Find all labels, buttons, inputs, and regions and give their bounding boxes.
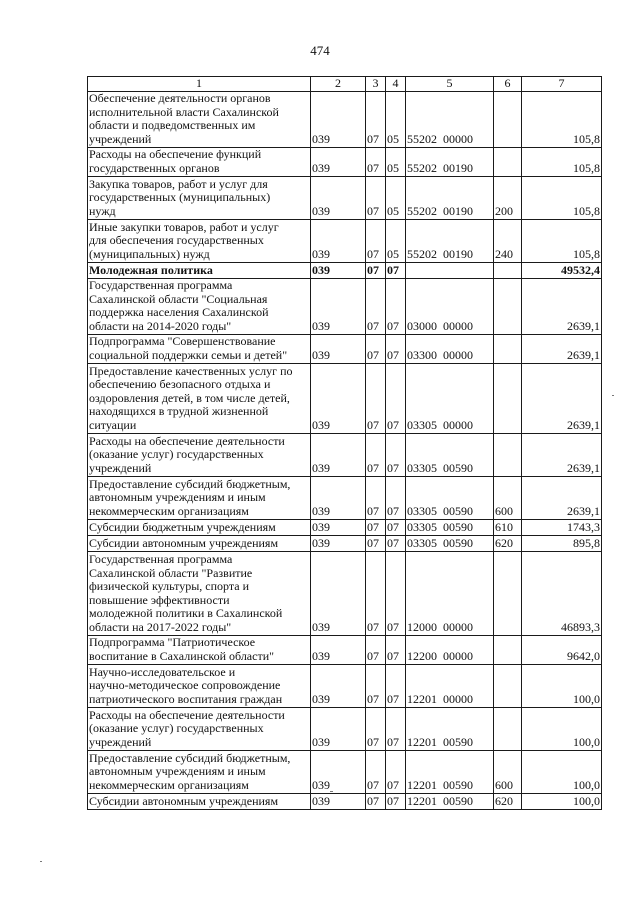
table-row bbox=[88, 91, 602, 147]
row-name-line: Предоставление качественных услуг по bbox=[89, 363, 293, 378]
row-expense-type-cell: 600 bbox=[494, 750, 522, 793]
table-body bbox=[88, 77, 602, 810]
row-name-line: автономным учреждениям и иным bbox=[89, 764, 266, 779]
row-subsection-cell: 07 bbox=[386, 707, 406, 750]
row-amount-cell: 1743,3 bbox=[522, 519, 602, 535]
table-row bbox=[88, 750, 602, 793]
row-expense-type-cell: 240 bbox=[494, 219, 522, 262]
row-expense-type-cell bbox=[494, 635, 522, 664]
row-code-cell: 039 bbox=[311, 262, 366, 278]
row-amount-cell: 46893,3 bbox=[522, 551, 602, 635]
table-row bbox=[88, 635, 602, 664]
row-section-cell: 07 bbox=[366, 262, 386, 278]
row-name-cell bbox=[88, 519, 311, 535]
row-amount-cell: 9642,0 bbox=[522, 635, 602, 664]
row-amount-cell: 105,8 bbox=[522, 219, 602, 262]
row-code-cell: 039 bbox=[311, 707, 366, 750]
row-section-cell: 07 bbox=[366, 176, 386, 219]
row-code-cell: 039 bbox=[311, 91, 366, 147]
row-name-line: Государственная программа bbox=[89, 278, 233, 293]
row-section-cell: 07 bbox=[366, 278, 386, 334]
header-cell-1: 1 bbox=[88, 77, 311, 92]
row-name-line: для обеспечения государственных bbox=[89, 233, 264, 248]
table-row bbox=[88, 176, 602, 219]
row-name-line: социальной поддержки семьи и детей" bbox=[89, 348, 288, 362]
row-name-line: нужд bbox=[89, 204, 116, 218]
row-subsection-cell: 07 bbox=[386, 750, 406, 793]
row-code-cell: 039 bbox=[311, 147, 366, 176]
row-amount-cell: 100,0 bbox=[522, 793, 602, 809]
row-subsection-cell: 07 bbox=[386, 551, 406, 635]
row-section-cell: 07 bbox=[366, 551, 386, 635]
row-amount-cell: 105,8 bbox=[522, 176, 602, 219]
row-target-article-cell: 03300 00000 bbox=[406, 334, 494, 363]
row-section-cell: 07 bbox=[366, 707, 386, 750]
row-name-cell bbox=[88, 278, 311, 334]
row-name-cell bbox=[88, 363, 311, 433]
row-expense-type-cell bbox=[494, 278, 522, 334]
scan-speck bbox=[330, 791, 333, 792]
row-code-cell: 039 bbox=[311, 219, 366, 262]
row-subsection-cell: 07 bbox=[386, 535, 406, 551]
row-name-line: Государственная программа bbox=[89, 552, 233, 567]
row-name-line: области на 2014-2020 годы" bbox=[89, 319, 232, 333]
row-name-line: Расходы на обеспечение функций bbox=[89, 147, 262, 162]
row-name-line: Научно-исследовательское и bbox=[89, 664, 236, 679]
row-amount-cell: 2639,1 bbox=[522, 363, 602, 433]
row-name-line: оздоровления детей, в том числе детей, bbox=[89, 390, 290, 405]
row-name-cell bbox=[88, 793, 311, 809]
row-section-cell: 07 bbox=[366, 664, 386, 707]
row-code-cell: 039 bbox=[311, 664, 366, 707]
row-expense-type-cell bbox=[494, 707, 522, 750]
scan-speck bbox=[40, 861, 42, 862]
row-expense-type-cell bbox=[494, 262, 522, 278]
row-name-line: Подпрограмма "Патриотическое bbox=[89, 635, 256, 650]
table-row bbox=[88, 278, 602, 334]
row-name-line: Сахалинской области "Социальная bbox=[89, 291, 268, 306]
row-subsection-cell: 07 bbox=[386, 519, 406, 535]
table-row bbox=[88, 334, 602, 363]
row-code-cell: 039 bbox=[311, 278, 366, 334]
row-target-article-cell: 12200 00000 bbox=[406, 635, 494, 664]
row-name-line: Расходы на обеспечение деятельности bbox=[89, 433, 285, 448]
row-subsection-cell: 07 bbox=[386, 334, 406, 363]
row-target-article-cell: 55202 00190 bbox=[406, 176, 494, 219]
row-subsection-cell: 07 bbox=[386, 635, 406, 664]
row-code-cell: 039 bbox=[311, 551, 366, 635]
row-name-line: обеспечению безопасного отдыха и bbox=[89, 377, 271, 392]
row-name-line: Иные закупки товаров, работ и услуг bbox=[89, 219, 279, 234]
row-expense-type-cell: 610 bbox=[494, 519, 522, 535]
row-subsection-cell: 05 bbox=[386, 91, 406, 147]
table-row bbox=[88, 262, 602, 278]
table-row bbox=[88, 664, 602, 707]
row-name-line: Молодежная политика bbox=[89, 263, 213, 277]
row-section-cell: 07 bbox=[366, 363, 386, 433]
table-row bbox=[88, 433, 602, 476]
row-amount-cell: 100,0 bbox=[522, 664, 602, 707]
row-name-line: Предоставление субсидий бюджетным, bbox=[89, 750, 291, 765]
row-section-cell: 07 bbox=[366, 433, 386, 476]
row-name-line: учреждений bbox=[89, 735, 152, 749]
row-code-cell: 039 bbox=[311, 750, 366, 793]
row-target-article-cell: 55202 00190 bbox=[406, 147, 494, 176]
header-cell-3: 3 bbox=[366, 77, 386, 92]
row-name-line: воспитание в Сахалинской области" bbox=[89, 649, 275, 663]
row-name-line: исполнительной власти Сахалинской bbox=[89, 104, 279, 119]
row-name-cell bbox=[88, 176, 311, 219]
row-expense-type-cell: 600 bbox=[494, 476, 522, 519]
row-amount-cell: 105,8 bbox=[522, 147, 602, 176]
row-target-article-cell: 03000 00000 bbox=[406, 278, 494, 334]
row-name-line: некоммерческим организациям bbox=[89, 778, 249, 792]
row-name-cell bbox=[88, 750, 311, 793]
table-row bbox=[88, 219, 602, 262]
row-name-line: физической культуры, спорта и bbox=[89, 579, 250, 594]
row-code-cell: 039 bbox=[311, 476, 366, 519]
row-name-cell bbox=[88, 147, 311, 176]
row-name-line: Закупка товаров, работ и услуг для bbox=[89, 176, 268, 191]
row-expense-type-cell: 620 bbox=[494, 793, 522, 809]
row-amount-cell: 100,0 bbox=[522, 750, 602, 793]
row-section-cell: 07 bbox=[366, 334, 386, 363]
row-name-line: (оказание услуг) государственных bbox=[89, 721, 264, 736]
row-name-line: находящихся в трудной жизненной bbox=[89, 404, 269, 419]
row-expense-type-cell bbox=[494, 363, 522, 433]
row-name-cell bbox=[88, 219, 311, 262]
row-subsection-cell: 07 bbox=[386, 433, 406, 476]
row-code-cell: 039 bbox=[311, 334, 366, 363]
row-name-cell bbox=[88, 707, 311, 750]
row-name-line: Предоставление субсидий бюджетным, bbox=[89, 476, 291, 491]
row-target-article-cell: 03305 00590 bbox=[406, 519, 494, 535]
row-expense-type-cell: 200 bbox=[494, 176, 522, 219]
row-target-article-cell: 03305 00000 bbox=[406, 363, 494, 433]
table-row bbox=[88, 519, 602, 535]
table-row bbox=[88, 707, 602, 750]
row-subsection-cell: 07 bbox=[386, 262, 406, 278]
row-name-line: (муниципальных) нужд bbox=[89, 247, 210, 261]
row-amount-cell: 2639,1 bbox=[522, 334, 602, 363]
row-name-line: учреждений bbox=[89, 132, 152, 146]
row-name-cell bbox=[88, 91, 311, 147]
row-amount-cell: 2639,1 bbox=[522, 278, 602, 334]
row-name-line: патриотического воспитания граждан bbox=[89, 692, 283, 706]
row-target-article-cell: 55202 00000 bbox=[406, 91, 494, 147]
row-target-article-cell: 12201 00000 bbox=[406, 664, 494, 707]
row-name-cell bbox=[88, 262, 311, 278]
row-target-article-cell: 03305 00590 bbox=[406, 535, 494, 551]
row-name-line: Обеспечение деятельности органов bbox=[89, 91, 271, 106]
row-expense-type-cell bbox=[494, 433, 522, 476]
row-section-cell: 07 bbox=[366, 91, 386, 147]
row-subsection-cell: 07 bbox=[386, 476, 406, 519]
row-name-cell bbox=[88, 334, 311, 363]
row-name-line: Субсидии автономным учреждениям bbox=[89, 536, 279, 550]
row-amount-cell: 49532,4 bbox=[522, 262, 602, 278]
table-row bbox=[88, 535, 602, 551]
table-row bbox=[88, 476, 602, 519]
row-subsection-cell: 05 bbox=[386, 176, 406, 219]
row-name-line: государственных (муниципальных) bbox=[89, 190, 271, 205]
row-name-cell bbox=[88, 635, 311, 664]
row-section-cell: 07 bbox=[366, 147, 386, 176]
row-amount-cell: 895,8 bbox=[522, 535, 602, 551]
header-cell-7: 7 bbox=[522, 77, 602, 92]
table-header-row bbox=[88, 77, 602, 92]
row-name-line: автономным учреждениям и иным bbox=[89, 490, 266, 505]
row-section-cell: 07 bbox=[366, 750, 386, 793]
row-name-line: поддержка населения Сахалинской bbox=[89, 305, 269, 320]
row-section-cell: 07 bbox=[366, 793, 386, 809]
row-target-article-cell: 12201 00590 bbox=[406, 707, 494, 750]
row-section-cell: 07 bbox=[366, 535, 386, 551]
row-section-cell: 07 bbox=[366, 635, 386, 664]
row-target-article-cell: 12000 00000 bbox=[406, 551, 494, 635]
table-row bbox=[88, 147, 602, 176]
row-amount-cell: 2639,1 bbox=[522, 433, 602, 476]
row-expense-type-cell bbox=[494, 664, 522, 707]
table-row bbox=[88, 363, 602, 433]
row-code-cell: 039 bbox=[311, 176, 366, 219]
row-name-line: учреждений bbox=[89, 461, 152, 475]
row-name-line: некоммерческим организациям bbox=[89, 504, 249, 518]
row-name-cell bbox=[88, 476, 311, 519]
row-target-article-cell: 03305 00590 bbox=[406, 433, 494, 476]
row-code-cell: 039 bbox=[311, 433, 366, 476]
row-name-cell bbox=[88, 433, 311, 476]
row-name-line: Субсидии автономным учреждениям bbox=[89, 794, 279, 808]
row-expense-type-cell bbox=[494, 551, 522, 635]
row-subsection-cell: 05 bbox=[386, 219, 406, 262]
row-target-article-cell bbox=[406, 262, 494, 278]
row-name-line: области и подведомственных им bbox=[89, 118, 256, 133]
row-name-line: повышение эффективности bbox=[89, 592, 230, 607]
row-name-line: Подпрограмма "Совершенствование bbox=[89, 334, 276, 349]
table-row bbox=[88, 551, 602, 635]
page-number: 474 bbox=[310, 43, 330, 58]
row-subsection-cell: 07 bbox=[386, 664, 406, 707]
row-target-article-cell: 55202 00190 bbox=[406, 219, 494, 262]
row-name-line: научно-методическое сопровождение bbox=[89, 678, 281, 693]
row-name-line: молодежной политики в Сахалинской bbox=[89, 606, 283, 621]
row-amount-cell: 100,0 bbox=[522, 707, 602, 750]
row-name-line: (оказание услуг) государственных bbox=[89, 447, 264, 462]
budget-table bbox=[87, 76, 602, 810]
row-expense-type-cell: 620 bbox=[494, 535, 522, 551]
row-name-line: ситуации bbox=[89, 418, 137, 432]
row-name-line: области на 2017-2022 годы" bbox=[89, 620, 232, 634]
row-name-line: Сахалинской области "Развитие bbox=[89, 565, 253, 580]
row-name-cell bbox=[88, 664, 311, 707]
row-expense-type-cell bbox=[494, 147, 522, 176]
row-amount-cell: 105,8 bbox=[522, 91, 602, 147]
row-code-cell: 039 bbox=[311, 793, 366, 809]
row-target-article-cell: 12201 00590 bbox=[406, 750, 494, 793]
row-section-cell: 07 bbox=[366, 219, 386, 262]
row-subsection-cell: 07 bbox=[386, 793, 406, 809]
row-subsection-cell: 07 bbox=[386, 363, 406, 433]
row-name-line: государственных органов bbox=[89, 161, 220, 175]
header-cell-6: 6 bbox=[494, 77, 522, 92]
table-row bbox=[88, 793, 602, 809]
row-code-cell: 039 bbox=[311, 519, 366, 535]
row-name-cell bbox=[88, 535, 311, 551]
row-code-cell: 039 bbox=[311, 635, 366, 664]
row-expense-type-cell bbox=[494, 334, 522, 363]
row-expense-type-cell bbox=[494, 91, 522, 147]
row-section-cell: 07 bbox=[366, 519, 386, 535]
header-cell-5: 5 bbox=[406, 77, 494, 92]
row-subsection-cell: 07 bbox=[386, 278, 406, 334]
row-code-cell: 039 bbox=[311, 535, 366, 551]
row-name-cell bbox=[88, 551, 311, 635]
row-name-line: Субсидии бюджетным учреждениям bbox=[89, 520, 276, 534]
row-section-cell: 07 bbox=[366, 476, 386, 519]
row-code-cell: 039 bbox=[311, 363, 366, 433]
header-cell-2: 2 bbox=[311, 77, 366, 92]
header-cell-4: 4 bbox=[386, 77, 406, 92]
row-subsection-cell: 05 bbox=[386, 147, 406, 176]
row-target-article-cell: 03305 00590 bbox=[406, 476, 494, 519]
row-target-article-cell: 12201 00590 bbox=[406, 793, 494, 809]
row-name-line: Расходы на обеспечение деятельности bbox=[89, 707, 285, 722]
scan-speck bbox=[612, 395, 614, 396]
row-amount-cell: 2639,1 bbox=[522, 476, 602, 519]
